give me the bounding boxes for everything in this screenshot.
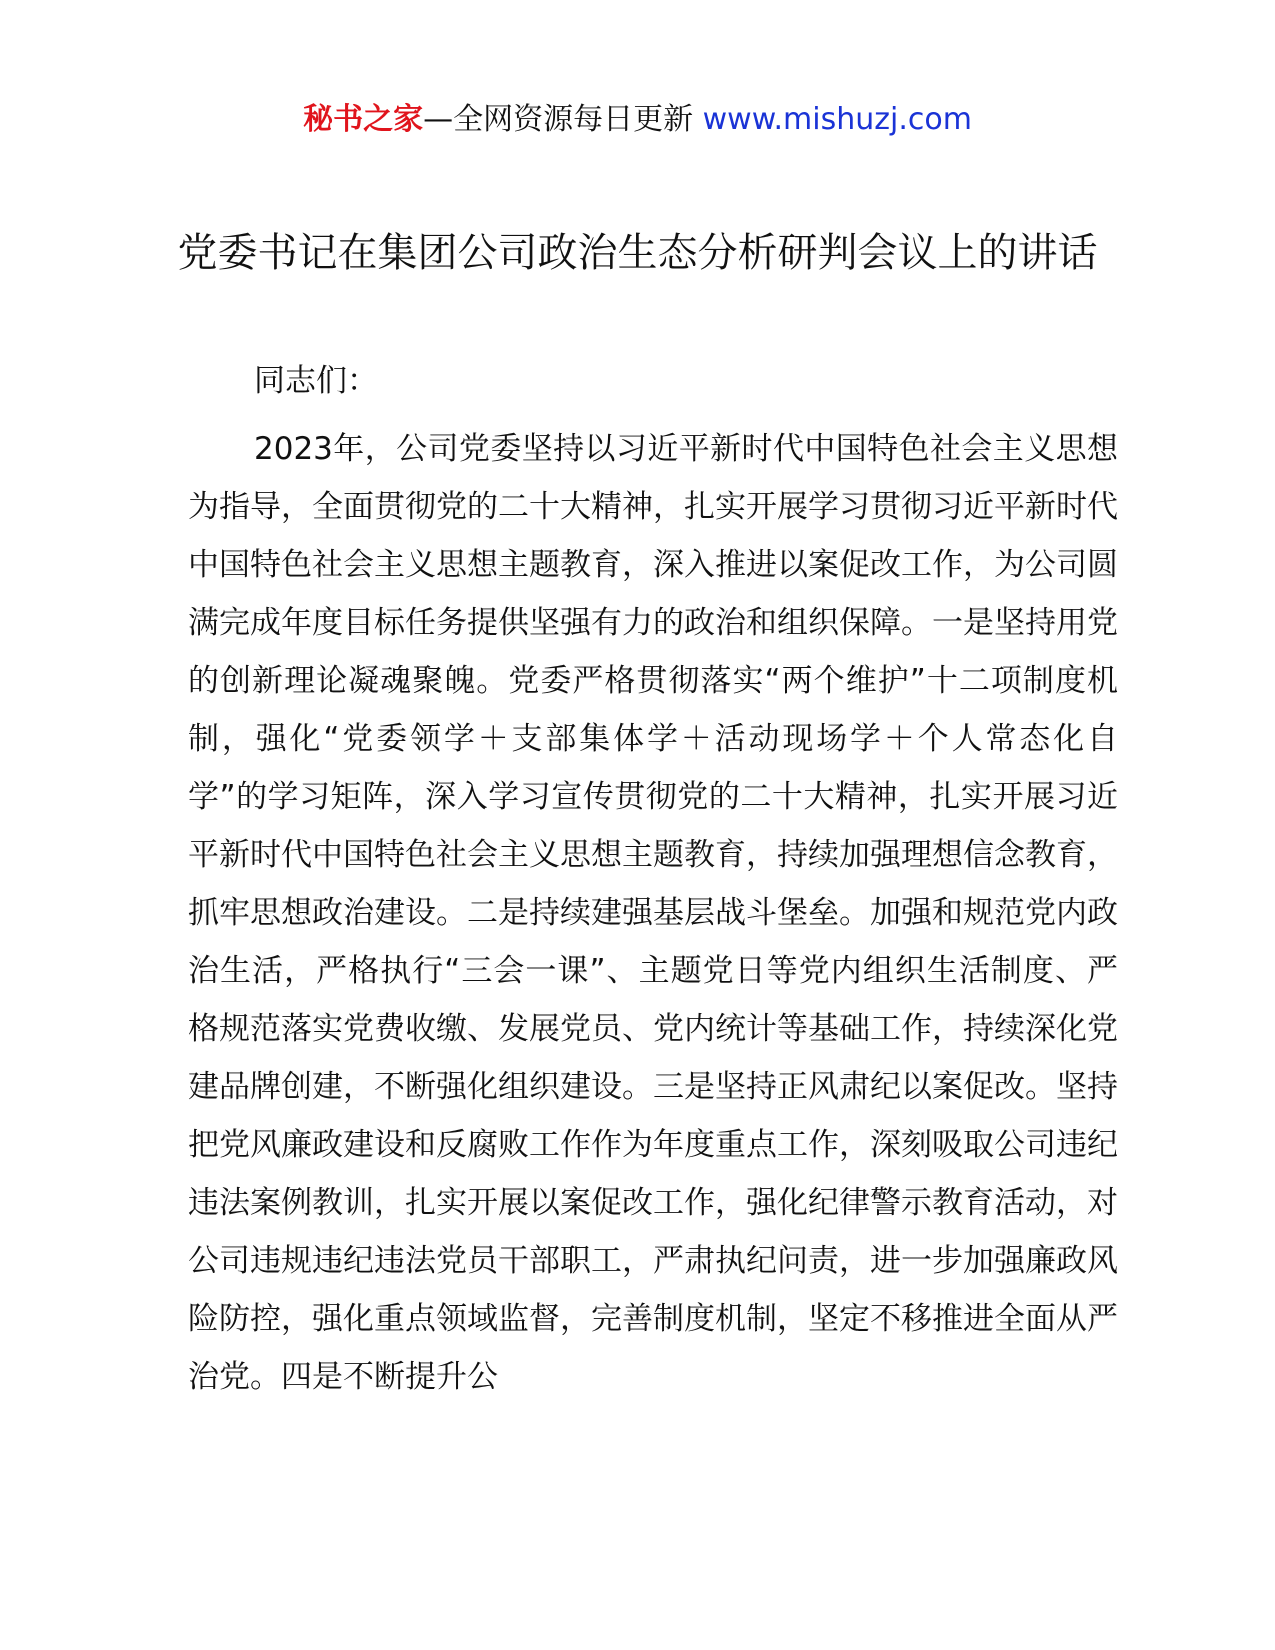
site-header bbox=[0, 100, 1275, 140]
salutation: 同志们： bbox=[254, 363, 378, 399]
document-title: 党委书记在集团公司政治生态分析研判会议上的讲话 bbox=[177, 230, 1098, 276]
site-url-link[interactable]: www.mishuzj.com bbox=[702, 102, 972, 137]
body-paragraph: 2023年，公司党委坚持以习近平新时代中国特色社会主义思想为指导，全面贯彻党的二十大精神，扎实开展学习贯彻习近平新时代中国特色社会主义思想主题教育，深入推进以案促改工作，为公司圆满完成年度目标任务提供坚强有力的政治和组织保障。一是坚持用党的创新理论凝魂聚魄。党委严格贯彻落实“两个维护”十二项制度机制，强化“党委领学＋支部集体学＋活动现场学＋个人常态化自学”的学习矩阵，深入学习宣传贯彻党的二十大精神，扎实开展习近平新时代中国特色社会主义思想主题教育，持续加强理想信念教育，抓牢思想政治建设。二是持续建强基层战斗堡垒。加强和规范党内政治生活，严格执行“三会一课”、主题党日等党内组织生活制度、严格规范落实党费收缴、发展党员、党内统计等基础工作，持续深化党建品牌创建，不断强化组织建设。三是坚持正风肃纪以案促改。坚持把党风廉政建设和反腐败工作作为年度重点工作，深刻吸取公司违纪违法案例教训，扎实开展以案促改工作，强化纪律警示教育活动，对公司违规违纪违法党员干部职工，严肃执纪问责，进一步加强廉政风险防控，强化重点领域监督，完善制度机制，坚定不移推进全面从严治党。四是不断提升公 bbox=[188, 431, 1118, 1395]
document-body bbox=[188, 352, 1118, 1406]
header-tagline: —全网资源每日更新 bbox=[423, 102, 694, 137]
brand-name: 秘书之家 bbox=[303, 102, 424, 137]
